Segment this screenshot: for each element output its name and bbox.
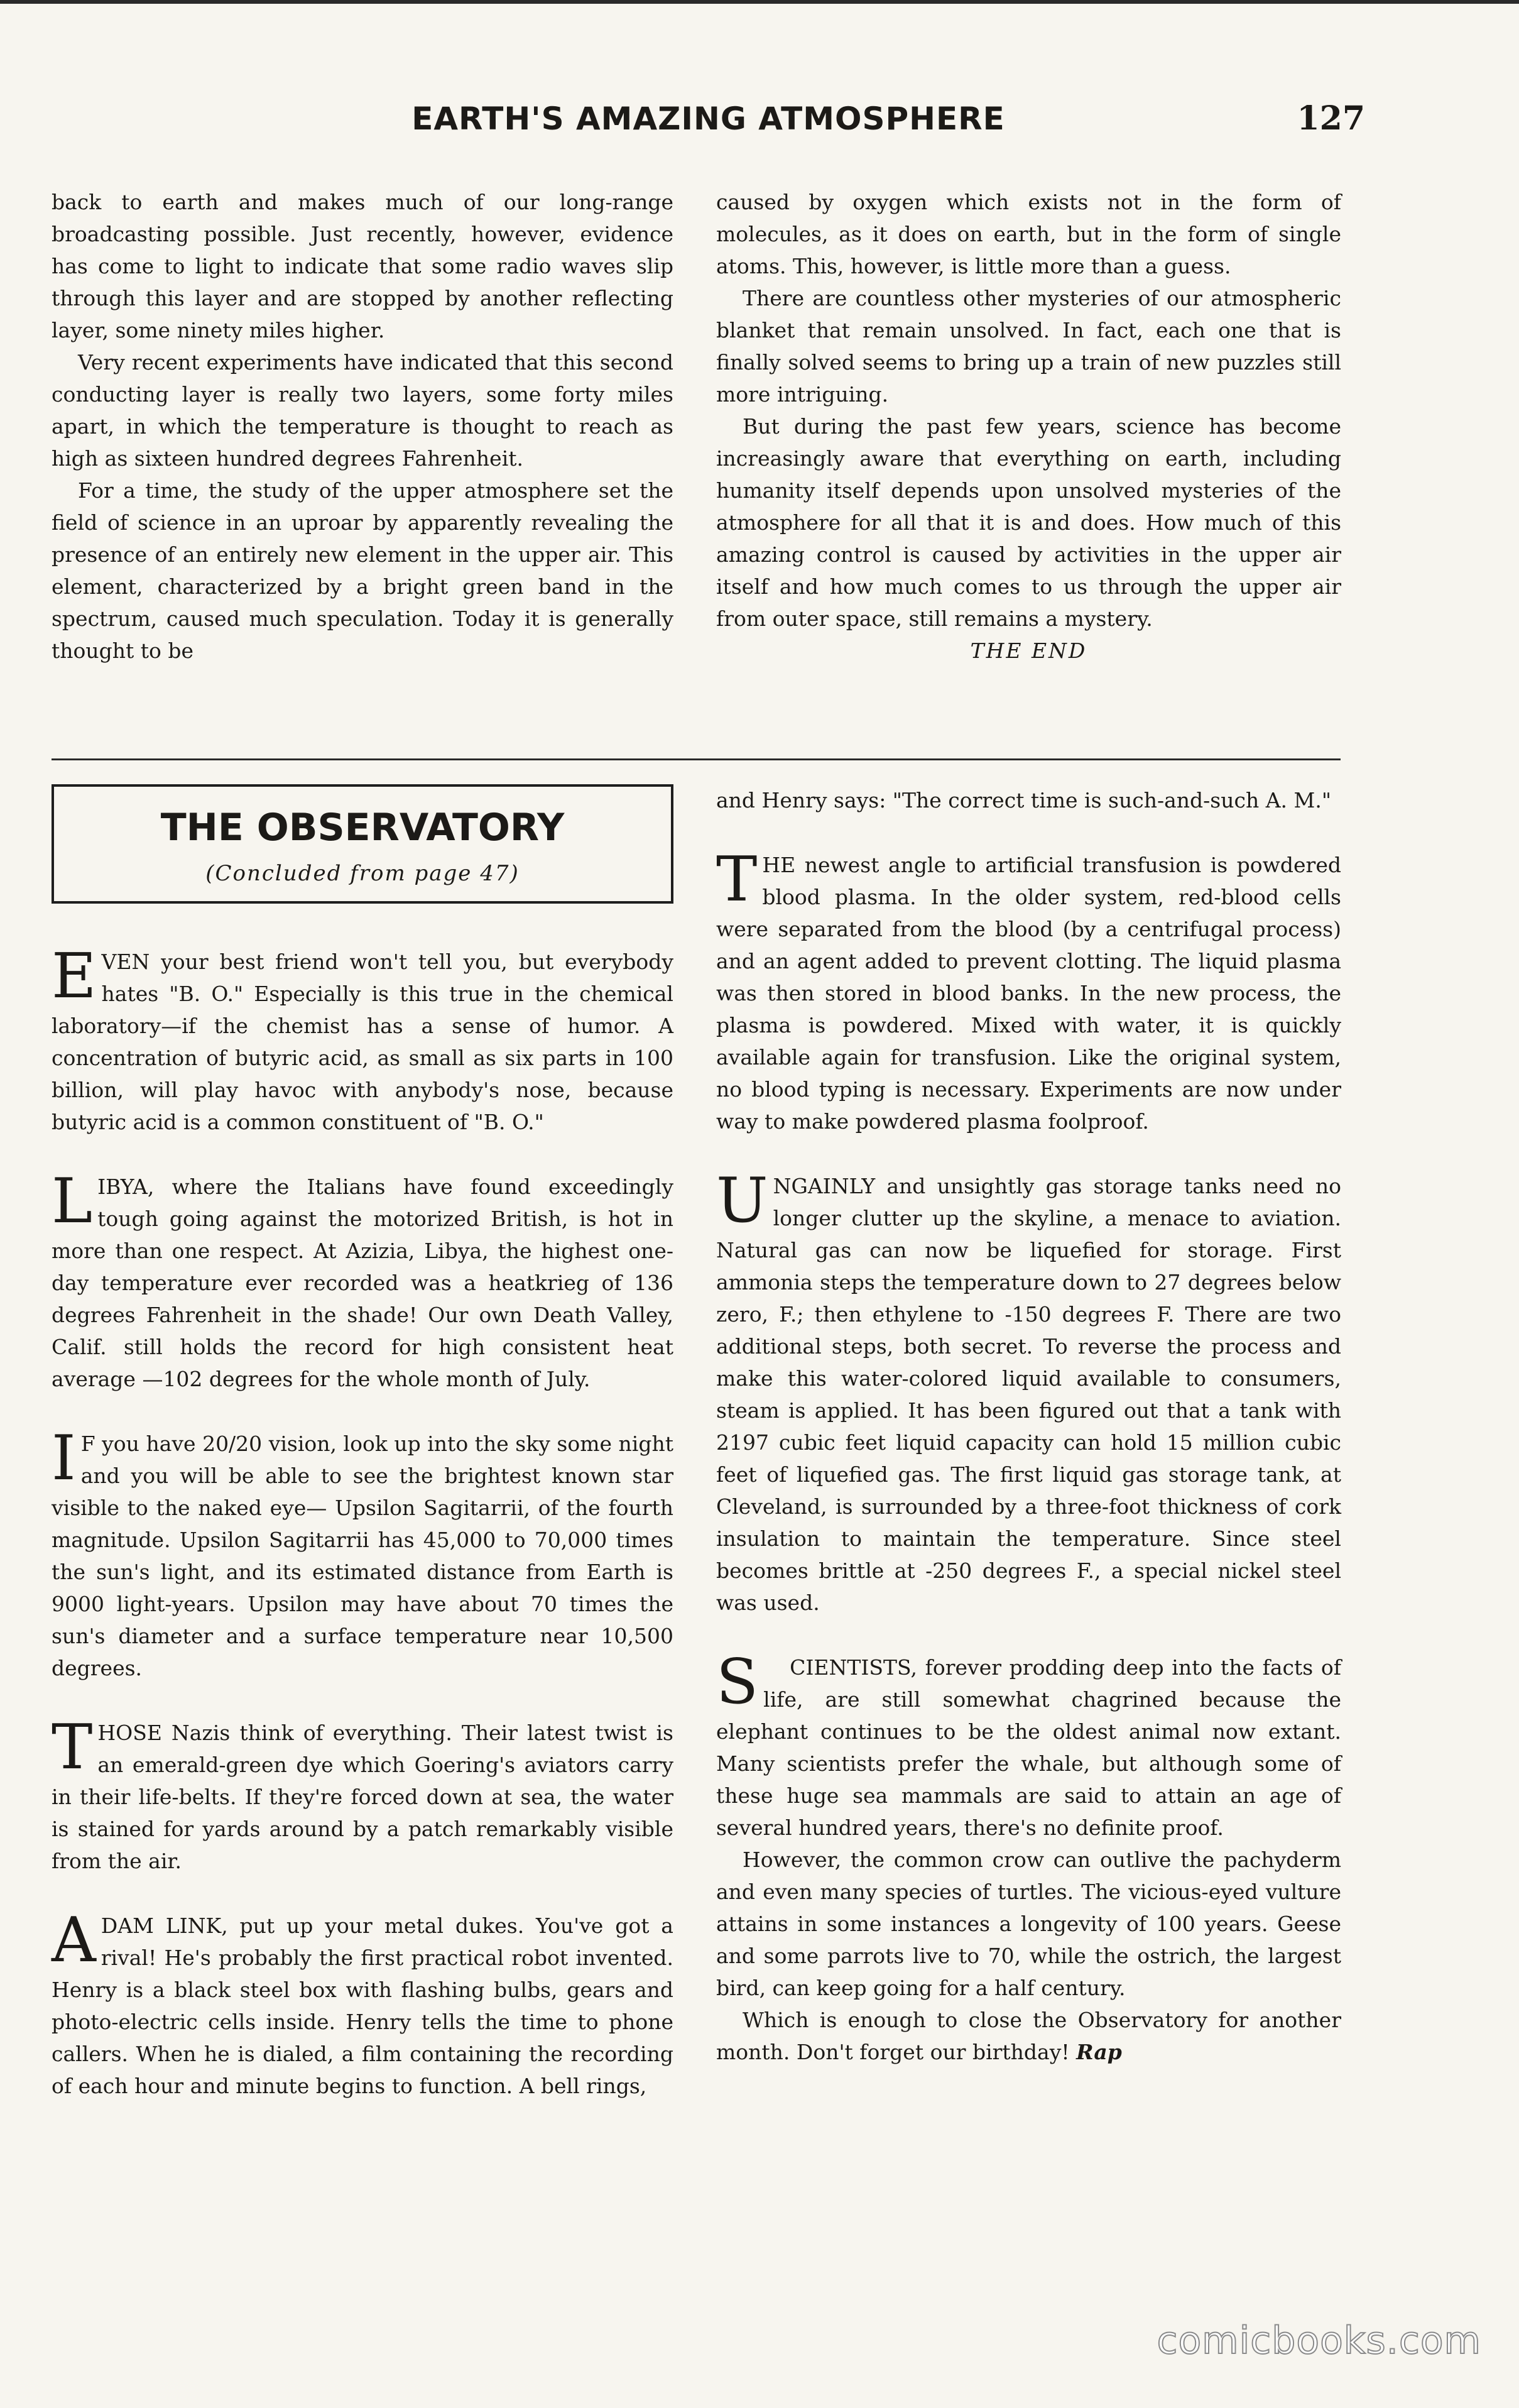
news-item-text: CIENTISTS, forever prodding deep into the facts of life, are still somewhat chagrined because the elephant continues to be the oldest animal now extant. Many scientists prefer the whale, but although some of these huge sea mammals are said to attain an age of several hundred years, there's no definite proof.: [716, 1655, 1341, 1840]
news-item-text: IBYA, where the Italians have found exceedingly tough going against the motorized British, is hot in more than one respect. At Azizia, Libya, the highest one-day temperature ever recorded was a heatkrieg of 136 degrees Fahrenheit in the shade! Our own Death Valley, Calif. still holds the record for high consistent heat average —102 degrees for the whole month of July.: [52, 1174, 673, 1391]
article-left-column: [52, 186, 673, 667]
article-right-column: [716, 186, 1341, 667]
section-divider: [52, 758, 1341, 760]
observatory-title-box: [52, 784, 673, 904]
news-item-continuation: [716, 784, 1341, 816]
news-item: [52, 1905, 673, 2102]
observatory-left-column: [52, 941, 673, 2135]
article-paragraph: Very recent experiments have indicated that this second conducting layer is really two layers, some forty miles apart, in which the temperature is thought to reach as high as sixteen hundred degrees Fahrenheit.: [52, 350, 673, 471]
news-item: [52, 941, 673, 1138]
news-item-text: and Henry says: "The correct time is such-and-such A. M.": [716, 788, 1331, 813]
closing-text: Which is enough to close the Observatory for another month. Don't forget our birthday!: [716, 2008, 1341, 2064]
drop-cap: U: [716, 1165, 768, 1237]
news-item: [52, 1423, 673, 1684]
news-item-text: HE newest angle to artificial transfusion is powdered blood plasma. In the older system, red-blood cells were separated from the blood (by a centrifugal process) and an agent added to prevent clotting. The liquid plasma was then stored in blood banks. In the new process, the plasma is powdered. Mixed with water, it is quickly available again for transfusion. Like the original system, no blood typing is necessary. Experiments are now under way to make powdered plasma foolproof.: [716, 853, 1341, 1134]
article-paragraph: But during the past few years, science has become increasingly aware that everything on earth, including humanity itself depends upon unsolved mysteries of the atmosphere for all that it is and does. How much of this amazing control is caused by activities in the upper air itself and how much comes to us through the upper air from outer space, still remains a mystery.: [716, 414, 1341, 631]
section-subtitle: (Concluded from page 47): [205, 861, 520, 886]
drop-cap: S: [716, 1646, 759, 1718]
news-item-text: F you have 20/20 vision, look up into the sky some night and you will be able to see the brightest known star visible to the naked eye— Upsilon Sagitarrii, of the fourth magnitude. Upsilon Sagitarrii has 45,000 to 70,000 times the sun's light, and its estimated distance from Earth is 9000 light-years. Upsilon may have about 70 times the sun's diameter and a surface temperature near 10,500 degrees.: [52, 1431, 673, 1680]
news-item: [716, 1165, 1341, 1619]
news-item-text: DAM LINK, put up your metal dukes. You've got a rival! He's probably the first practical robot invented. Henry is a black steel box with flashing bulbs, gears and photo-electric cells inside. Henry tells the time to phone callers. When he is dialed, a film containing the recording of each hour and minute begins to function. A bell rings,: [52, 1913, 673, 2098]
closing-paragraph: [716, 2004, 1341, 2068]
news-item: [52, 1712, 673, 1877]
article-paragraph: There are countless other mysteries of our atmospheric blanket that remain unsolved. In fact, each one that is finally solved seems to bring up a train of new puzzles still more intriguing.: [716, 286, 1341, 407]
drop-cap: L: [52, 1166, 93, 1237]
article-paragraph: back to earth and makes much of our long-range broadcasting possible. Just recently, however, evidence has come to light to indicate that some radio waves slip through this layer and are stopped by another reflecting layer, some ninety miles higher.: [52, 190, 673, 342]
closing-paragraph: However, the common crow can outlive the pachyderm and even many species of turtles. The vicious-eyed vulture attains in some instances a longevity of 100 years. Geese and some parrots live to 70, while the ostrich, the largest bird, can keep going for a half century.: [716, 1847, 1341, 2000]
drop-cap: T: [716, 844, 758, 916]
observatory-right-column: [716, 784, 1341, 2068]
news-item-text: VEN your best friend won't tell you, but everybody hates "B. O." Especially is this true in the chemical laboratory—if the chemist has a sense of humor. A concentration of butyric acid, as small as six parts in 100 billion, will play havoc with anybody's nose, because butyric acid is a common constituent of "B. O.": [52, 950, 673, 1134]
section-title: THE OBSERVATORY: [160, 806, 565, 850]
running-header: [52, 94, 1365, 145]
end-mark: THE END: [970, 638, 1087, 663]
news-item: [716, 1646, 1341, 2068]
news-item: [716, 844, 1341, 1137]
drop-cap: E: [52, 941, 97, 1012]
page-number: 127: [1297, 99, 1365, 138]
page-title: EARTH'S AMAZING ATMOSPHERE: [411, 101, 1005, 137]
article-paragraph: caused by oxygen which exists not in the form of molecules, as it does on earth, but in the form of single atoms. This, however, is little more than a guess.: [716, 190, 1341, 278]
news-item: [52, 1166, 673, 1395]
news-item-text: NGAINLY and unsightly gas storage tanks need no longer clutter up the skyline, a menace to aviation. Natural gas can now be liquefied for storage. First ammonia steps the temperature down to 27 degrees below zero, F.; then ethylene to -150 degrees F. There are two additional steps, both secret. To reverse the process and make this water-colored liquid available to consumers, steam is applied. It has been figured out that a tank with 2197 cubic feet liquid capacity can hold 15 million cubic feet of liquefied gas. The first liquid gas storage tank, at Cleveland, is surrounded by a three-foot thickness of cork insulation to maintain the temperature. Since steel becomes brittle at -250 degrees F., a special nickel steel was used.: [716, 1174, 1341, 1615]
article-paragraph: For a time, the study of the upper atmosphere set the field of science in an uproar by apparently revealing the presence of an entirely new element in the upper air. This element, characterized by a bright green band in the spectrum, caused much speculation. Today it is generally thought to be: [52, 478, 673, 663]
drop-cap: I: [52, 1423, 76, 1494]
drop-cap: A: [52, 1905, 96, 1976]
signature: Rap: [1076, 2040, 1122, 2064]
news-item-text: HOSE Nazis think of everything. Their latest twist is an emerald-green dye which Goering's aviators carry in their life-belts. If they're forced down at sea, the water is stained for yards around by a patch remarkably visible from the air.: [52, 1721, 673, 1873]
drop-cap: T: [52, 1712, 93, 1783]
top-border: [0, 0, 1519, 4]
watermark-logo: comicbooks.com: [1157, 2319, 1481, 2363]
